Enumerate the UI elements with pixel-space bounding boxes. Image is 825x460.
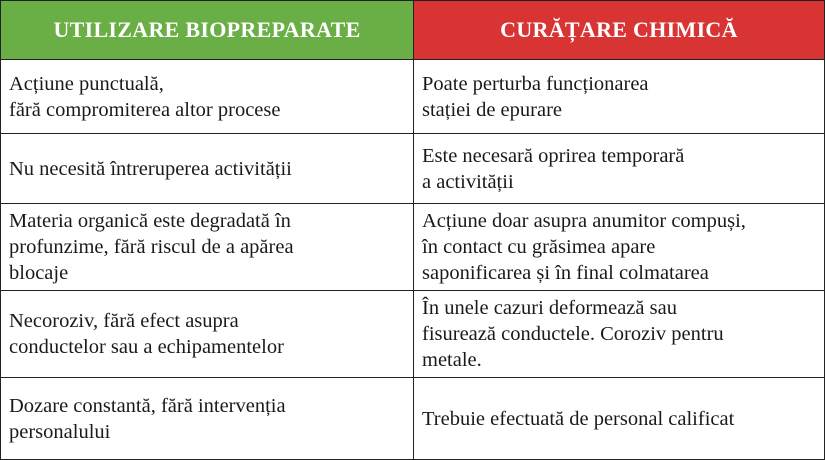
cell-line: Acțiune punctuală,: [9, 72, 164, 95]
cell-line: a activității: [422, 170, 514, 193]
cell-line: fisurează conductele. Coroziv pentru: [422, 323, 724, 345]
cell-line: stației de epurare: [422, 98, 563, 121]
bio-cell: [1, 378, 414, 460]
cell-line: personalului: [9, 420, 111, 443]
bio-cell: [1, 291, 414, 378]
cell-line: blocaje: [9, 262, 69, 284]
bio-cell: [1, 60, 414, 134]
cell-line: saponificarea și în final colmatarea: [422, 262, 709, 284]
cell-line: metale.: [422, 349, 482, 371]
chemical-cell: [414, 378, 825, 460]
bio-cell: [1, 204, 414, 291]
table-row: [1, 204, 825, 291]
cell-line: în contact cu grăsimea apare: [422, 236, 656, 258]
table-row: [1, 291, 825, 378]
table-row: [1, 60, 825, 134]
cell-line: Necoroziv, fără efect asupra: [9, 310, 239, 332]
chemical-cell: [414, 291, 825, 378]
cell-line: Nu necesită întreruperea activității: [9, 157, 292, 180]
table-row: [1, 378, 825, 460]
bio-cell: [1, 134, 414, 204]
chemical-cell: [414, 134, 825, 204]
header-chemical-cleaning: CURĂȚARE CHIMICĂ: [414, 1, 825, 60]
cell-line: Poate perturba funcționarea: [422, 72, 649, 95]
cell-line: Acțiune doar asupra anumitor compuși,: [422, 210, 746, 232]
header-row: [1, 1, 825, 60]
cell-line: fără compromiterea altor procese: [9, 98, 281, 121]
chemical-cell: [414, 60, 825, 134]
cell-line: În unele cazuri deformează sau: [422, 297, 677, 319]
cell-line: Materia organică este degradată în: [9, 210, 291, 232]
cell-line: Trebuie efectuată de personal calificat: [422, 407, 735, 430]
cell-line: Dozare constantă, fără intervenția: [9, 394, 286, 417]
table-row: [1, 134, 825, 204]
cell-line: profunzime, fără riscul de a apărea: [9, 236, 294, 258]
cell-line: Este necesară oprirea temporară: [422, 144, 685, 167]
cell-line: conductelor sau a echipamentelor: [9, 336, 284, 358]
header-bioproducts: UTILIZARE BIOPREPARATE: [1, 1, 414, 60]
chemical-cell: [414, 204, 825, 291]
